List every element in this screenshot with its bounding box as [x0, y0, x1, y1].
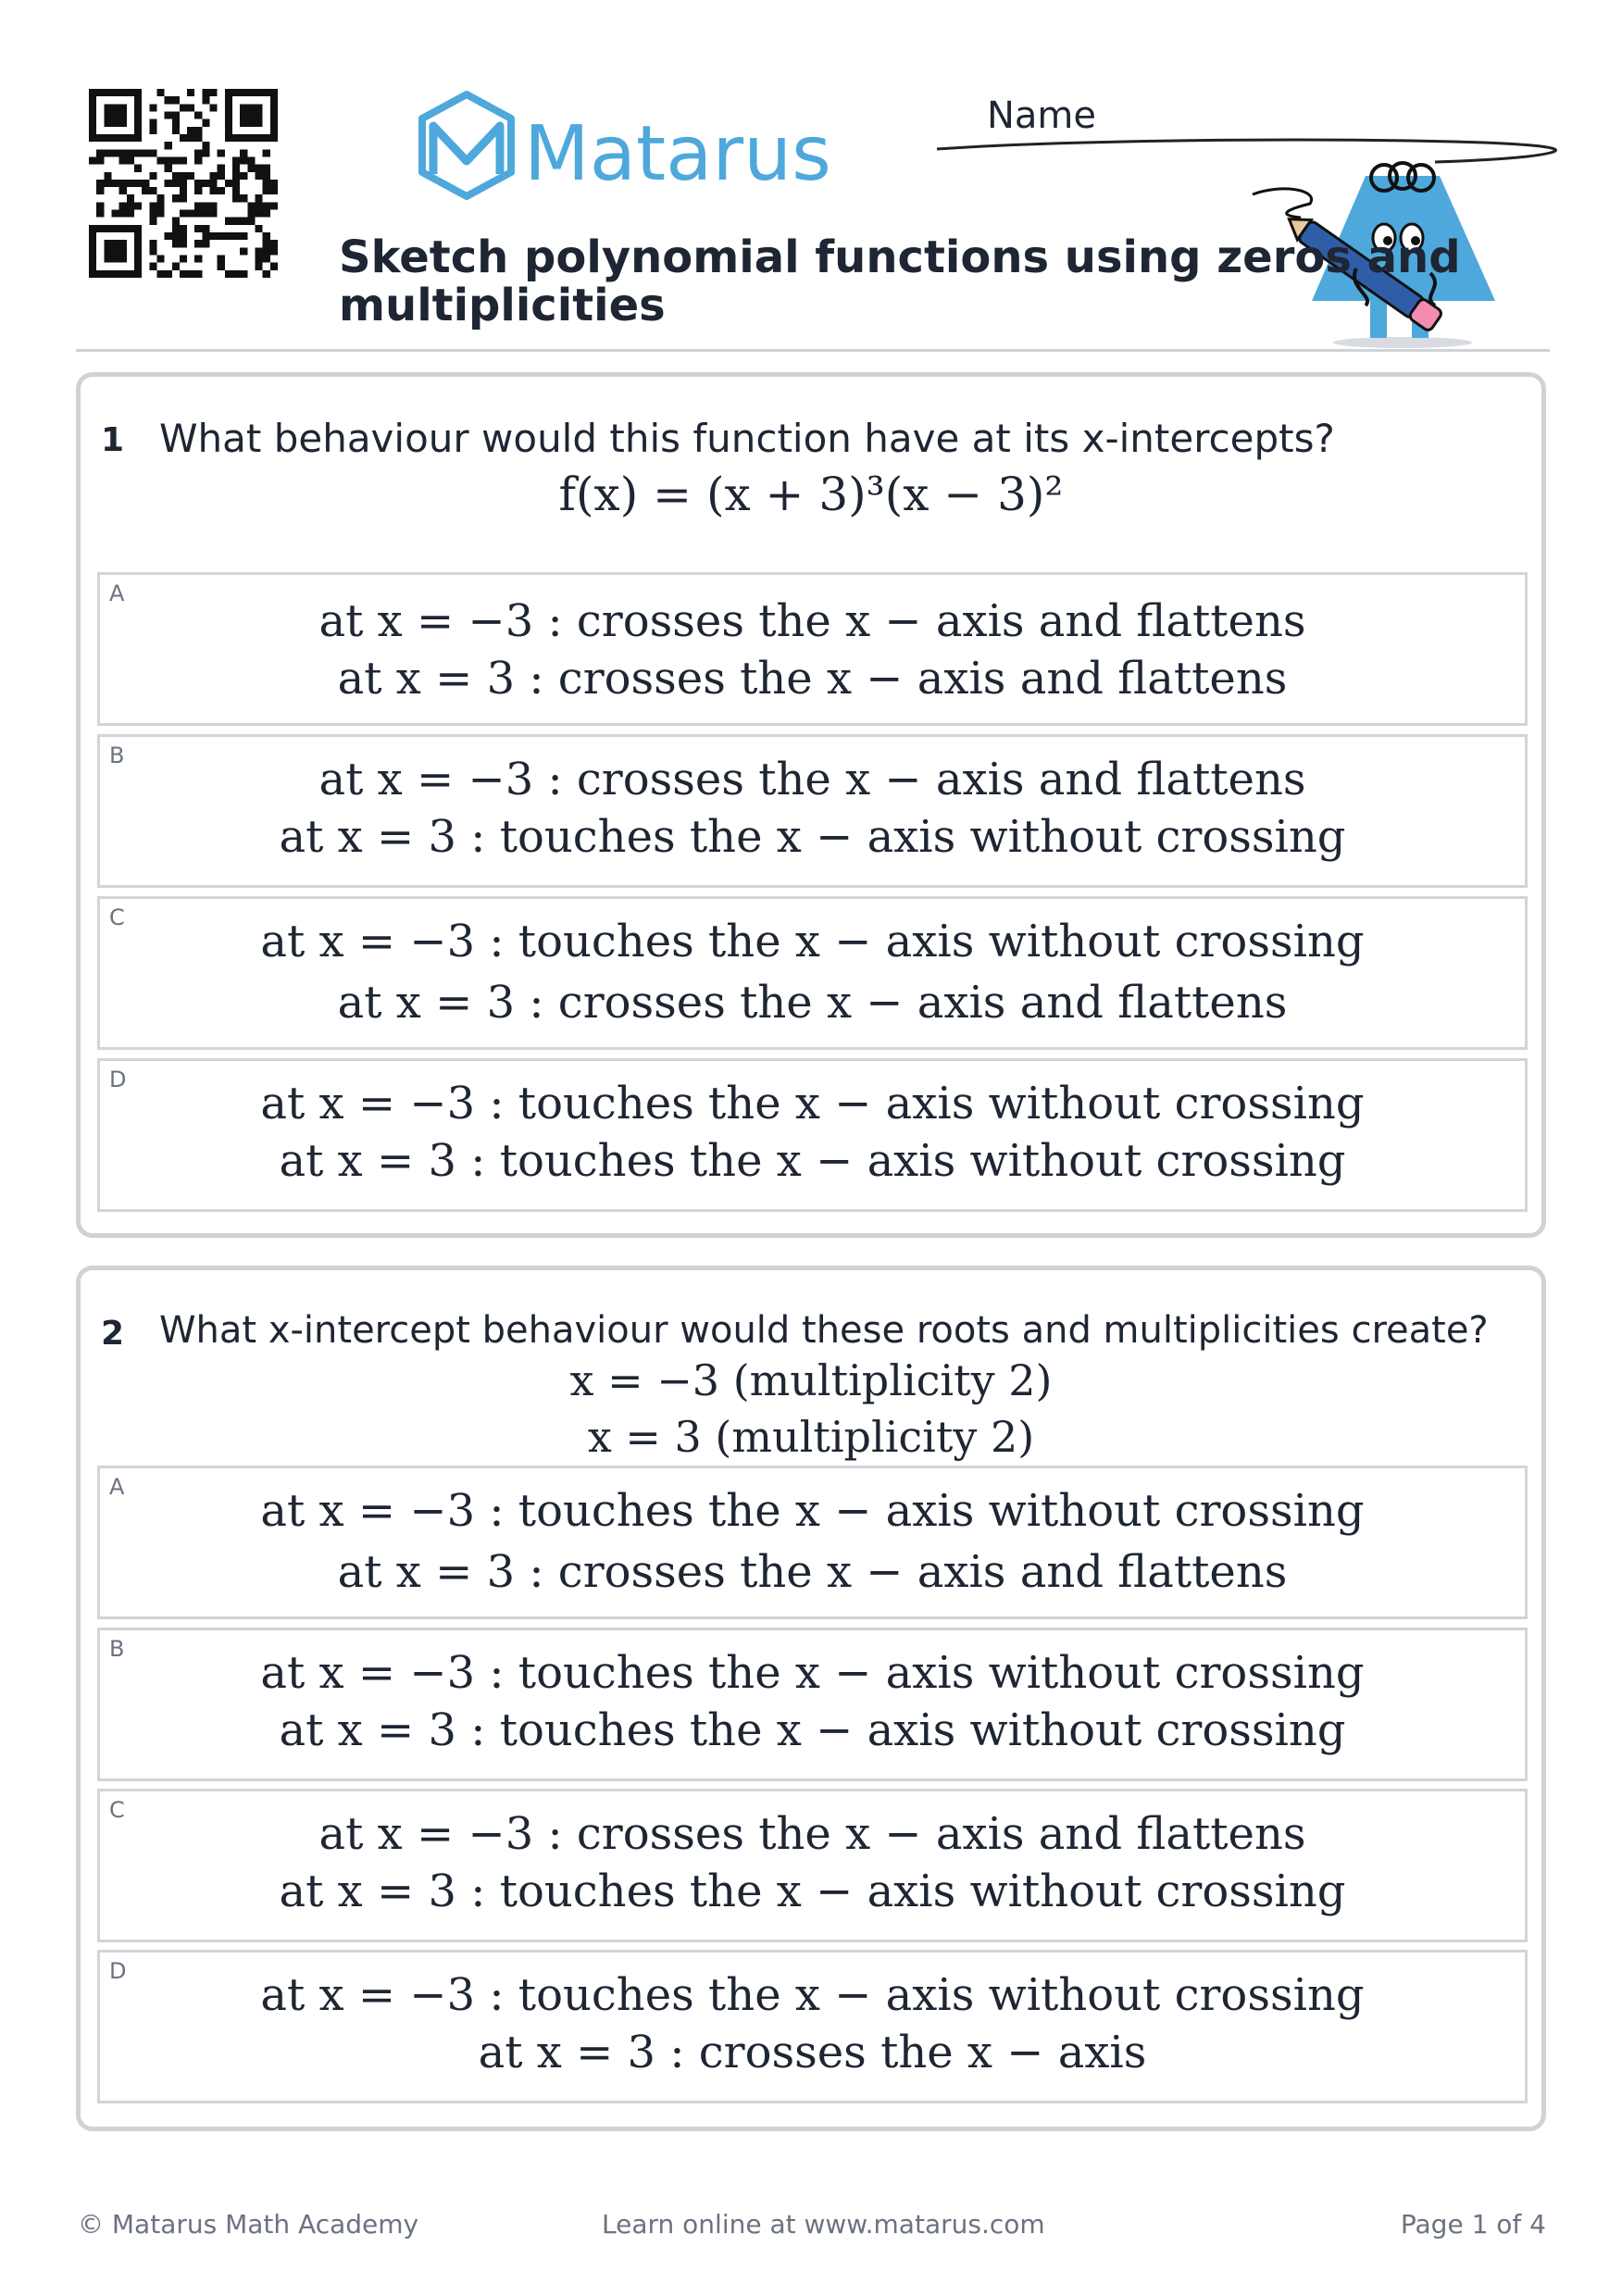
answer-option-1a[interactable] — [97, 572, 1528, 726]
answer-option-2a[interactable] — [97, 1466, 1528, 1619]
option-line: at x = 3 : touches the x − axis without crossing — [279, 1704, 1346, 1756]
answer-option-2c[interactable] — [97, 1789, 1528, 1942]
question-prompt: What x-intercept behaviour would these roots and multiplicities create? — [159, 1309, 1489, 1352]
answer-option-2b[interactable] — [97, 1628, 1528, 1781]
option-letter: A — [109, 580, 125, 606]
option-line: at x = 3 : touches the x − axis without crossing — [279, 1866, 1346, 1917]
option-line: at x = −3 : crosses the x − axis and flattens — [318, 1808, 1306, 1860]
answer-option-1c[interactable] — [97, 896, 1528, 1050]
option-line: at x = 3 : touches the x − axis without crossing — [279, 811, 1346, 863]
function-equation: f(x) = (x + 3)³(x − 3)² — [558, 468, 1064, 521]
footer-link[interactable]: Learn online at www.matarus.com — [602, 2209, 1045, 2240]
question-number: 2 — [101, 1315, 125, 1353]
root-multiplicity-2: x = 3 (multiplicity 2) — [587, 1412, 1035, 1462]
option-line: at x = 3 : crosses the x − axis — [478, 2027, 1147, 2078]
option-line: at x = 3 : touches the x − axis without crossing — [279, 1135, 1346, 1187]
answer-option-1d[interactable] — [97, 1058, 1528, 1212]
worksheet-title: Sketch polynomial functions using zeros and multiplicities — [339, 231, 1461, 331]
option-letter: B — [109, 1636, 125, 1662]
option-line: at x = −3 : touches the x − axis without crossing — [260, 1078, 1365, 1129]
option-letter: D — [109, 1958, 127, 1984]
name-field[interactable] — [935, 134, 1565, 171]
option-letter: B — [109, 742, 125, 768]
name-label: Name — [987, 94, 1097, 137]
option-line: at x = 3 : crosses the x − axis and flattens — [337, 977, 1288, 1029]
question-prompt: What behaviour would this function have at its x-intercepts? — [159, 416, 1335, 461]
svg-text:Matarus: Matarus — [524, 110, 831, 198]
option-line: at x = 3 : crosses the x − axis and flattens — [337, 1546, 1288, 1598]
option-line: at x = −3 : touches the x − axis without crossing — [260, 1647, 1365, 1699]
qr-code — [89, 89, 278, 278]
option-letter: D — [109, 1067, 127, 1092]
answer-option-1b[interactable] — [97, 734, 1528, 888]
option-line: at x = 3 : crosses the x − axis and flattens — [337, 653, 1288, 705]
matarus-logo — [400, 89, 831, 228]
option-line: at x = −3 : touches the x − axis without crossing — [260, 1969, 1365, 2021]
option-line: at x = −3 : crosses the x − axis and flattens — [318, 595, 1306, 647]
question-number: 1 — [101, 421, 125, 459]
option-line: at x = −3 : touches the x − axis without crossing — [260, 916, 1365, 967]
option-letter: C — [109, 1797, 125, 1823]
header-divider — [76, 349, 1550, 352]
option-line: at x = −3 : crosses the x − axis and flattens — [318, 754, 1306, 805]
option-letter: C — [109, 905, 125, 930]
footer-copyright: © Matarus Math Academy — [78, 2209, 419, 2240]
answer-option-2d[interactable] — [97, 1950, 1528, 2103]
option-letter: A — [109, 1474, 125, 1500]
root-multiplicity-1: x = −3 (multiplicity 2) — [569, 1355, 1053, 1405]
footer-page-number: Page 1 of 4 — [1400, 2209, 1546, 2240]
option-line: at x = −3 : touches the x − axis without crossing — [260, 1485, 1365, 1537]
